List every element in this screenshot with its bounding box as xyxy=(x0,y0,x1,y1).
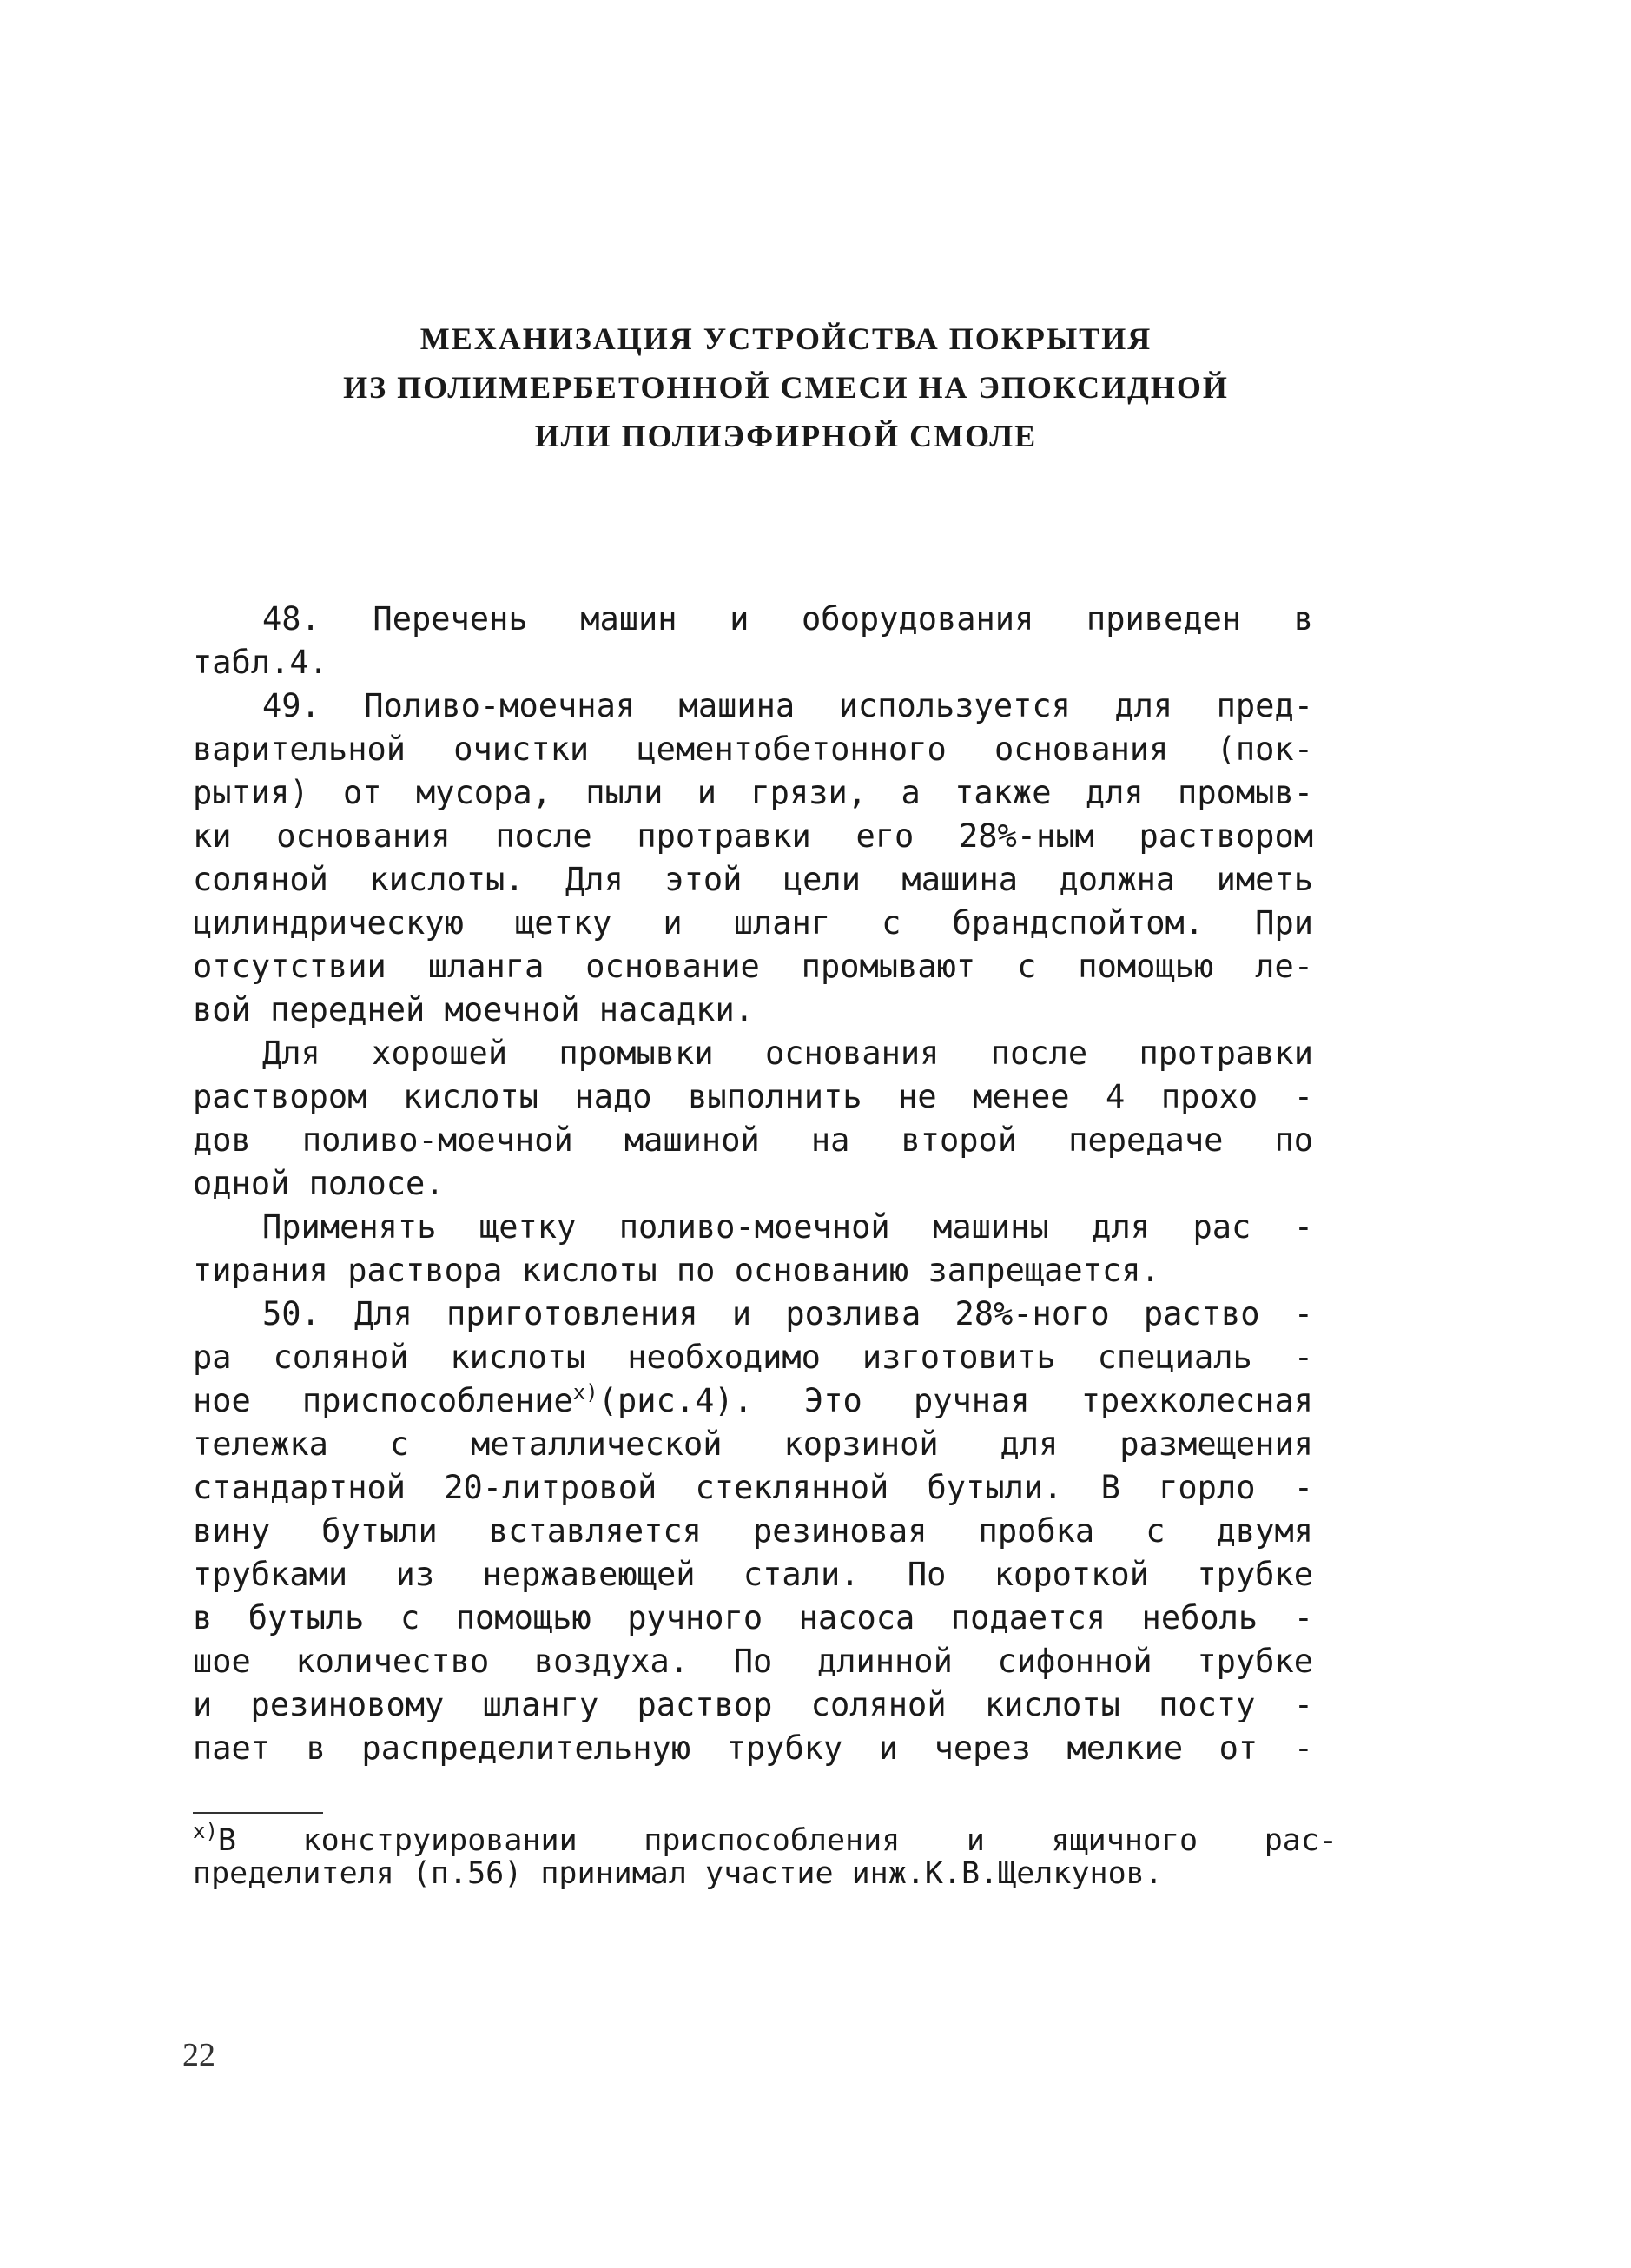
footnote-text: В конструировании приспособления и ящичного рас- xyxy=(217,1823,1337,1858)
footnote-marker: x) xyxy=(193,1819,218,1843)
page-number: 22 xyxy=(182,2037,215,2073)
title-line-1: МЕХАНИЗАЦИЯ УСТРОЙСТВА ПОКРЫТИЯ xyxy=(419,321,1152,356)
paragraph-50-line: 50. Для приготовления и розлива 28%-ного раство - xyxy=(262,1295,1313,1332)
paragraph-50-line: пает в распределительную трубку и через мелкие от - xyxy=(193,1729,1313,1767)
paragraph-50-line: трубками из нержавеющей стали. По короткой трубке xyxy=(193,1556,1313,1593)
section-title xyxy=(261,314,1311,460)
footnote-line-1 xyxy=(193,1819,1337,1858)
paragraph-49-line: 49. Поливо-моечная машина используется для пред- xyxy=(262,687,1313,724)
paragraph-48-line: табл.4. xyxy=(193,644,328,681)
paragraph-50-line: ра соляной кислоты необходимо изготовить специаль - xyxy=(193,1339,1313,1376)
paragraph-49b-line: раствором кислоты надо выполнить не менее 4 прохо - xyxy=(193,1078,1313,1115)
title-line-2: ИЗ ПОЛИМЕРБЕТОННОЙ СМЕСИ НА ЭПОКСИДНОЙ xyxy=(343,370,1229,405)
paragraph-49c-line: Применять щетку поливо-моечной машины для рас - xyxy=(262,1208,1313,1246)
footnote xyxy=(193,1819,1337,1891)
paragraph-50-line: шое количество воздуха. По длинной сифонной трубке xyxy=(193,1643,1313,1680)
paragraph-50-line: и резиновому шлангу раствор соляной кислоты посту - xyxy=(193,1686,1313,1723)
paragraph-50-line: стандартной 20-литровой стеклянной бутыли. В горло - xyxy=(193,1469,1313,1506)
paragraph-50-line: в бутыль с помощью ручного насоса подается неболь - xyxy=(193,1599,1313,1637)
footnote-reference: x) xyxy=(572,1380,598,1405)
paragraph-48-line: 48. Перечень машин и оборудования приведен в xyxy=(262,600,1313,638)
paragraph-49b-line: Для хорошей промывки основания после протравки xyxy=(262,1035,1313,1072)
paragraph-50-text: (рис.4). Это ручная трехколесная xyxy=(598,1382,1314,1419)
paragraph-49b-line: одной полосе. xyxy=(193,1165,445,1202)
paragraph-49-line: ки основания после протравки его 28%-ным раствором xyxy=(193,817,1313,855)
title-line-3: ИЛИ ПОЛИЭФИРНОЙ СМОЛЕ xyxy=(534,419,1038,453)
paragraph-49-line: цилиндрическую щетку и шланг с брандспойтом. При xyxy=(193,904,1313,942)
paragraph-50-line: вину бутыли вставляется резиновая пробка с двумя xyxy=(193,1512,1313,1550)
paragraph-50-line: тележка с металлической корзиной для размещения xyxy=(193,1425,1313,1463)
paragraph-49-line: рытия) от мусора, пыли и грязи, а также для промыв- xyxy=(193,774,1313,811)
paragraph-49c-line: тирания раствора кислоты по основанию запрещается. xyxy=(193,1252,1160,1289)
paragraph-50-text: ное приспособление xyxy=(193,1382,573,1419)
paragraph-49-line: соляной кислоты. Для этой цели машина должна иметь xyxy=(193,861,1313,898)
paragraph-50-line-footnote-ref xyxy=(193,1379,1313,1423)
paragraph-49-line: вой передней моечной насадки. xyxy=(193,991,755,1028)
body-text xyxy=(193,598,1313,1770)
footnote-line-2: пределителя (п.56) принимал участие инж.К.В.Щелкунов. xyxy=(193,1856,1163,1891)
paragraph-49b-line: дов поливо-моечной машиной на второй передаче по xyxy=(193,1121,1313,1159)
paragraph-49-line: варительной очистки цементобетонного основания (пок- xyxy=(193,731,1313,768)
paragraph-49-line: отсутствии шланга основание промывают с помощью ле- xyxy=(193,948,1313,985)
footnote-divider xyxy=(193,1812,323,1814)
